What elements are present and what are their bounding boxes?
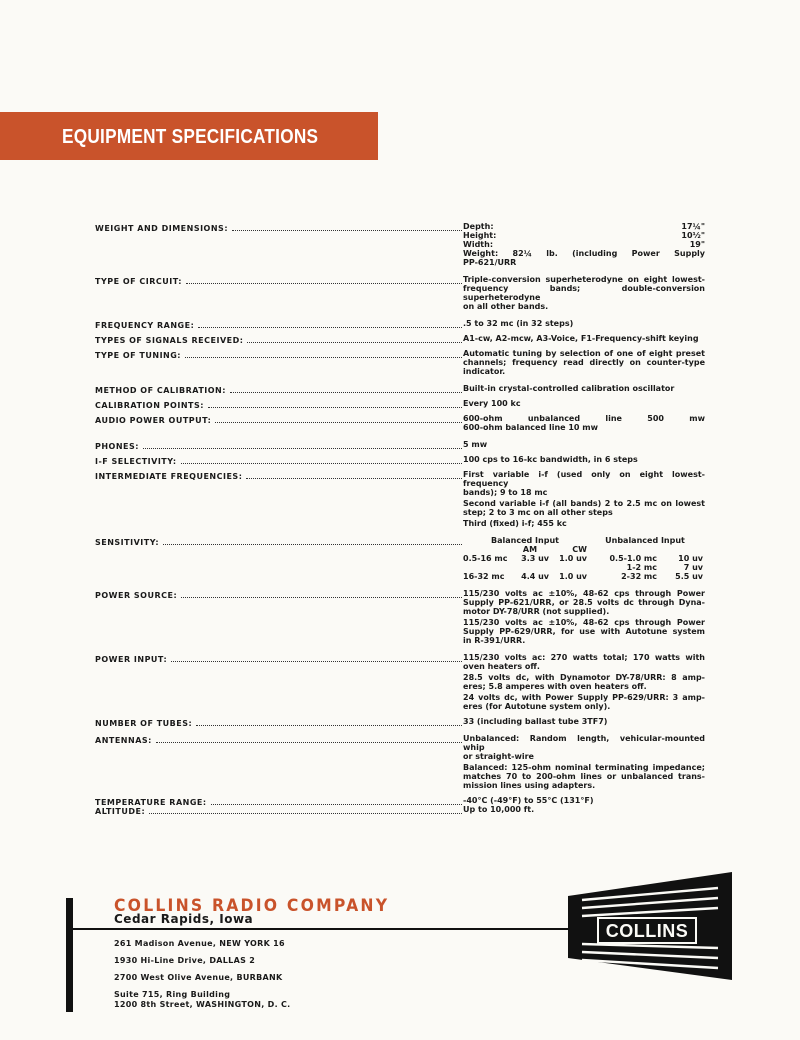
spec-label-wrap	[95, 351, 463, 360]
dot-leader	[156, 742, 462, 743]
spec-value-line: 33 (including ballast tube 3TF7)	[463, 717, 608, 726]
address-line: 2700 West Olive Avenue, BURBANK	[114, 973, 283, 982]
spec-row	[95, 334, 705, 343]
spec-value-line: eres (for Autotune system only).	[463, 702, 611, 711]
spec-value-line: Unbalanced: Random length, vehicular-mounted whip	[463, 734, 705, 752]
footer-vertical-bar	[66, 898, 73, 1012]
spec-value-line: A1-cw, A2-mcw, A3-Voice, F1-Frequency-shift keying	[463, 334, 699, 343]
dot-leader	[232, 230, 462, 231]
office-addresses	[114, 939, 291, 1010]
dot-leader	[181, 597, 462, 598]
spec-label-wrap	[95, 538, 463, 547]
spec-label-wrap	[95, 591, 463, 600]
spec-row	[95, 319, 705, 328]
spec-value	[463, 384, 705, 393]
spec-row	[95, 222, 705, 267]
spec-row	[95, 653, 705, 711]
table-cell: 4.4 uv	[521, 572, 549, 581]
spec-row	[95, 414, 705, 432]
spec-label: TEMPERATURE RANGE:	[95, 798, 207, 807]
spec-label: ALTITUDE:	[95, 807, 146, 816]
spec-row	[95, 536, 705, 581]
table-cell: 1.0 uv	[559, 554, 587, 563]
spec-value	[463, 275, 705, 311]
spec-label: TYPES OF SIGNALS RECEIVED:	[95, 336, 244, 345]
dot-leader	[208, 407, 462, 408]
table-cell	[511, 563, 549, 572]
spec-label: TYPE OF TUNING:	[95, 351, 181, 360]
spec-value-line: or straight-wire	[463, 752, 534, 761]
spec-value	[463, 440, 705, 449]
spec-row	[95, 455, 705, 464]
spec-value-line: Height: 10½"	[463, 231, 705, 240]
spec-value-line: 115/230 volts ac ±10%, 48-62 cps through Power	[463, 589, 705, 598]
spec-label-wrap	[95, 401, 463, 410]
spec-row	[95, 399, 705, 408]
spec-value-line: Supply PP-629/URR, for use with Autotune system	[463, 627, 705, 636]
spec-label: POWER INPUT:	[95, 655, 168, 664]
spec-value-line: frequency bands; double-conversion superheterodyne	[463, 284, 705, 302]
table-row	[463, 554, 703, 563]
spec-label-wrap	[95, 442, 463, 451]
spec-label: ANTENNAS:	[95, 736, 152, 745]
address-line: 261 Madison Avenue, NEW YORK 16	[114, 939, 285, 948]
table-cell	[549, 563, 587, 572]
spec-value	[463, 349, 705, 376]
spec-value-line: eres; 5.8 amperes with oven heaters off.	[463, 682, 647, 691]
logo-text: COLLINS	[605, 921, 689, 941]
dot-leader	[246, 478, 462, 479]
spec-row	[95, 805, 705, 814]
address-line: 1200 8th Street, WASHINGTON, D. C.	[114, 1000, 291, 1009]
spec-label: AUDIO POWER OUTPUT:	[95, 416, 212, 425]
spec-row	[95, 717, 705, 726]
spec-value-line: in R-391/URR.	[463, 636, 526, 645]
dot-leader	[211, 804, 462, 805]
spec-row	[95, 384, 705, 393]
collins-logo-graphic	[568, 872, 732, 980]
spec-row	[95, 734, 705, 790]
spec-value	[463, 717, 705, 726]
spec-label: FREQUENCY RANGE:	[95, 321, 195, 330]
spec-value	[463, 589, 705, 645]
spec-label: POWER SOURCE:	[95, 591, 178, 600]
spec-label: TYPE OF CIRCUIT:	[95, 277, 182, 286]
spec-value	[463, 734, 705, 790]
spec-row	[95, 349, 705, 376]
spec-label: CALIBRATION POINTS:	[95, 401, 204, 410]
spec-value-line: step; 2 to 3 mc on all other steps	[463, 508, 613, 517]
dot-leader	[215, 422, 462, 423]
spec-value-line: channels; frequency read directly on counter-type	[463, 358, 705, 367]
spec-label: WEIGHT AND DIMENSIONS:	[95, 224, 229, 233]
table-cell: 2-32 mc	[621, 572, 657, 581]
table-cell: 7 uv	[683, 563, 703, 572]
spec-value-line: Built-in crystal-controlled calibration oscillator	[463, 384, 675, 393]
spec-label-wrap	[95, 336, 463, 345]
spec-value-line: Balanced: 125-ohm nominal terminating impedance;	[463, 763, 705, 772]
spec-value-line: Triple-conversion superheterodyne on eight lowest-	[463, 275, 705, 284]
table-row	[463, 572, 703, 581]
spec-value-line: on all other bands.	[463, 302, 549, 311]
spec-label: SENSITIVITY:	[95, 538, 160, 547]
spec-label: INTERMEDIATE FREQUENCIES:	[95, 472, 243, 481]
sensitivity-table	[463, 536, 703, 581]
spec-label-wrap	[95, 655, 463, 664]
table-cell: 0.5-1.0 mc	[609, 554, 657, 563]
spec-value-line: 600-ohm balanced line 10 mw	[463, 423, 599, 432]
spec-value	[463, 805, 705, 814]
spec-label: METHOD OF CALIBRATION:	[95, 386, 226, 395]
spec-value-line: -40°C (-49°F) to 55°C (131°F)	[463, 796, 594, 805]
spec-value-line: indicator.	[463, 367, 506, 376]
spec-label: I-F SELECTIVITY:	[95, 457, 177, 466]
spec-value-line: 600-ohm unbalanced line 500 mw	[463, 414, 705, 423]
spec-value	[463, 470, 705, 528]
spec-value-line: mission lines using adapters.	[463, 781, 596, 790]
spec-value-line: Supply PP-621/URR, or 28.5 volts dc through Dyna-	[463, 598, 705, 607]
spec-value-line: 115/230 volts ac: 270 watts total; 170 watts with	[463, 653, 705, 662]
table-cell: 10 uv	[678, 554, 703, 563]
spec-value-line: motor DY-78/URR (not supplied).	[463, 607, 610, 616]
page-title: EQUIPMENT SPECIFICATIONS	[62, 126, 319, 148]
spec-value-line: Every 100 kc	[463, 399, 521, 408]
spec-label-wrap	[95, 277, 463, 286]
spec-value	[463, 334, 705, 343]
table-subheader: CW	[572, 545, 587, 554]
spec-value-line: Weight: 82¼ lb. (including Power Supply	[463, 249, 705, 258]
spec-label-wrap	[95, 416, 463, 425]
spec-row	[95, 440, 705, 449]
table-header: Balanced Input	[491, 536, 559, 545]
footer-rule	[73, 928, 568, 930]
spec-value-line: 28.5 volts dc, with Dynamotor DY-78/URR: 8 amp-	[463, 673, 705, 682]
spec-value-line: Up to 10,000 ft.	[463, 805, 535, 814]
table-subheader: AM	[522, 545, 538, 554]
dot-leader	[247, 342, 462, 343]
spec-value-line: PP-621/URR	[463, 258, 517, 267]
spec-value	[463, 222, 705, 267]
table-cell: 16-32 mc	[463, 572, 505, 581]
spec-row	[95, 470, 705, 528]
spec-label-wrap	[95, 321, 463, 330]
company-city: Cedar Rapids, Iowa	[114, 912, 254, 926]
dot-leader	[230, 392, 462, 393]
table-cell: 0.5-16 mc	[463, 554, 508, 563]
spec-value-line: bands); 9 to 18 mc	[463, 488, 548, 497]
spec-value-line: 24 volts dc, with Power Supply PP-629/URR: 3 amp-	[463, 693, 705, 702]
collins-logo	[568, 872, 732, 980]
address-line: 1930 Hi-Line Drive, DALLAS 2	[114, 956, 256, 965]
spec-value-line: Width: 19"	[463, 240, 705, 249]
spec-value-line: 100 cps to 16-kc bandwidth, in 6 steps	[463, 455, 638, 464]
table-cell: 3.3 uv	[521, 554, 549, 563]
company-name: COLLINS RADIO COMPANY	[114, 896, 390, 916]
spec-label-wrap	[95, 736, 463, 745]
dot-leader	[163, 544, 462, 545]
spec-value	[463, 455, 705, 464]
specifications-list	[95, 222, 705, 814]
spec-value-line: 115/230 volts ac ±10%, 48-62 cps through Power	[463, 618, 705, 627]
spec-value	[463, 796, 705, 805]
dot-leader	[185, 357, 462, 358]
spec-value-line: 5 mw	[463, 440, 488, 449]
spec-label-wrap	[95, 224, 463, 233]
spec-value	[463, 653, 705, 711]
spec-value-line: Automatic tuning by selection of one of eight preset	[463, 349, 705, 358]
table-cell: 1-2 mc	[626, 563, 657, 572]
spec-label: NUMBER OF TUBES:	[95, 719, 193, 728]
dot-leader	[171, 661, 462, 662]
spec-row	[95, 275, 705, 311]
dot-leader	[198, 327, 462, 328]
spec-label: PHONES:	[95, 442, 139, 451]
spec-value-line: First variable i-f (used only on eight lowest-frequency	[463, 470, 705, 488]
dot-leader	[143, 448, 462, 449]
spec-label-wrap	[95, 457, 463, 466]
spec-value-line: Depth: 17¼"	[463, 222, 705, 231]
spec-row	[95, 589, 705, 645]
table-cell: 1.0 uv	[559, 572, 587, 581]
spec-label-wrap	[95, 798, 463, 807]
table-row	[463, 563, 703, 572]
dot-leader	[181, 463, 462, 464]
spec-value-line: Second variable i-f (all bands) 2 to 2.5 mc on lowest	[463, 499, 705, 508]
spec-label-wrap	[95, 719, 463, 728]
spec-value-line: .5 to 32 mc (in 32 steps)	[463, 319, 574, 328]
table-cell	[463, 563, 511, 572]
spec-value	[463, 536, 705, 581]
spec-value	[463, 319, 705, 328]
dot-leader	[196, 725, 462, 726]
spec-row	[95, 796, 705, 805]
spec-label-wrap	[95, 472, 463, 481]
spec-value	[463, 399, 705, 408]
spec-value	[463, 414, 705, 432]
spec-value-line: matches 70 to 200-ohm lines or unbalanced trans-	[463, 772, 705, 781]
spec-label-wrap	[95, 386, 463, 395]
spec-value-line: Third (fixed) i-f; 455 kc	[463, 519, 567, 528]
dot-leader	[186, 283, 462, 284]
table-cell: 5.5 uv	[675, 572, 703, 581]
dot-leader	[149, 813, 462, 814]
spec-value-line: oven heaters off.	[463, 662, 540, 671]
spec-label-wrap	[95, 807, 463, 816]
table-header: Unbalanced Input	[605, 536, 685, 545]
address-line: Suite 715, Ring Building	[114, 990, 231, 999]
